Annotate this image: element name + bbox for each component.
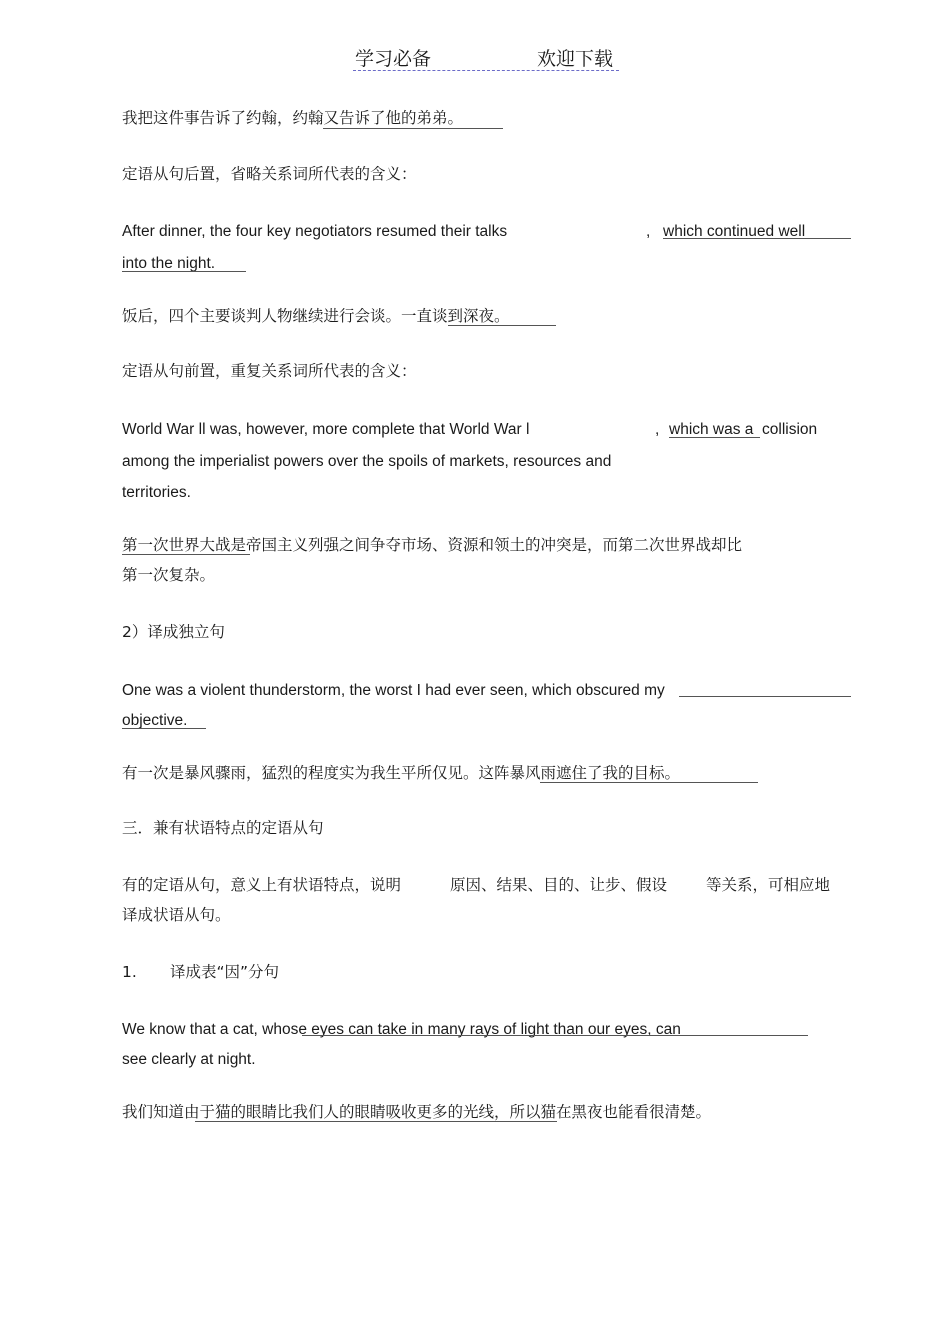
sentence-john-zh: 我把这件事告诉了约翰，约翰又告诉了他的弟弟。 xyxy=(122,109,464,127)
sentence-cat-en-part1: We know that a cat, whose eyes can take in many rays of light than our eyes, can xyxy=(122,1021,681,1038)
header-left-text: 学习必备 xyxy=(355,48,432,70)
sentence-cat-zh: 我们知道由于猫的眼睛比我们人的眼睛吸收更多的光线，所以猫在黑夜也能看很清楚。 xyxy=(122,1103,712,1121)
rule-preposed-clause: 定语从句前置，重复关系词所代表的含义： xyxy=(122,362,417,380)
sentence-worldwar-zh-part2: 第一次复杂。 xyxy=(122,566,216,584)
underline xyxy=(679,696,851,697)
sentence-worldwar-en-part1: World War ll was, however, more complete that World War l xyxy=(122,421,530,438)
sentence-worldwar-en-part2: which was a xyxy=(669,421,754,438)
subheading-cause-clause: 译成表“因”分句 xyxy=(170,963,280,981)
sentence-worldwar-en-part3: collision xyxy=(762,421,818,438)
sentence-thunderstorm-en-part1: One was a violent thunderstorm, the worst I had ever seen, which obscured my xyxy=(122,682,665,699)
sentence-worldwar-zh-part1: 第一次世界大战是帝国主义列强之间争夺市场、资源和领土的冲突是，而第二次世界战却比 xyxy=(122,536,743,554)
explanation-part2: 原因、结果、目的、让步、假设 xyxy=(450,876,668,894)
comma: , xyxy=(646,223,651,240)
sentence-cat-en-part2: see clearly at night. xyxy=(122,1051,256,1068)
underline xyxy=(663,238,851,239)
sentence-thunderstorm-zh: 有一次是暴风骤雨，猛烈的程度实为我生平所仅见。这阵暴风雨遮住了我的目标。 xyxy=(122,764,681,782)
underline xyxy=(669,437,760,438)
underline xyxy=(122,271,246,272)
sentence-negotiators-zh: 饭后，四个主要谈判人物继续进行会谈。一直谈到深夜。 xyxy=(122,307,510,325)
underline xyxy=(323,128,503,129)
underline xyxy=(540,782,758,783)
section-heading-adverbial-clause: 三．兼有状语特点的定语从句 xyxy=(122,819,324,837)
underline xyxy=(122,554,250,555)
sentence-worldwar-en-part5: territories. xyxy=(122,484,191,501)
underline xyxy=(448,325,556,326)
underline xyxy=(195,1121,557,1122)
sentence-negotiators-en-part1: After dinner, the four key negotiators resumed their talks xyxy=(122,223,508,240)
underline xyxy=(302,1035,808,1036)
sentence-thunderstorm-en-part2: objective. xyxy=(122,712,188,729)
explanation-part4: 译成状语从句。 xyxy=(122,906,231,924)
explanation-part3: 等关系，可相应地 xyxy=(706,876,831,894)
header-dashed-line xyxy=(353,70,619,71)
rule-postposed-clause: 定语从句后置，省略关系词所代表的含义： xyxy=(122,165,417,183)
sentence-negotiators-en-part2: which continued well xyxy=(663,223,806,240)
comma: , xyxy=(655,421,660,438)
underline xyxy=(122,728,206,729)
section-heading-independent-sentence: 2）译成独立句 xyxy=(122,623,225,641)
list-number: 1. xyxy=(122,963,137,981)
sentence-negotiators-en-part3: into the night. xyxy=(122,255,216,272)
sentence-worldwar-en-part4: among the imperialist powers over the spoils of markets, resources and xyxy=(122,453,612,470)
explanation-part1: 有的定语从句，意义上有状语特点，说明 xyxy=(122,876,402,894)
header-right-text: 欢迎下载 xyxy=(537,48,614,70)
